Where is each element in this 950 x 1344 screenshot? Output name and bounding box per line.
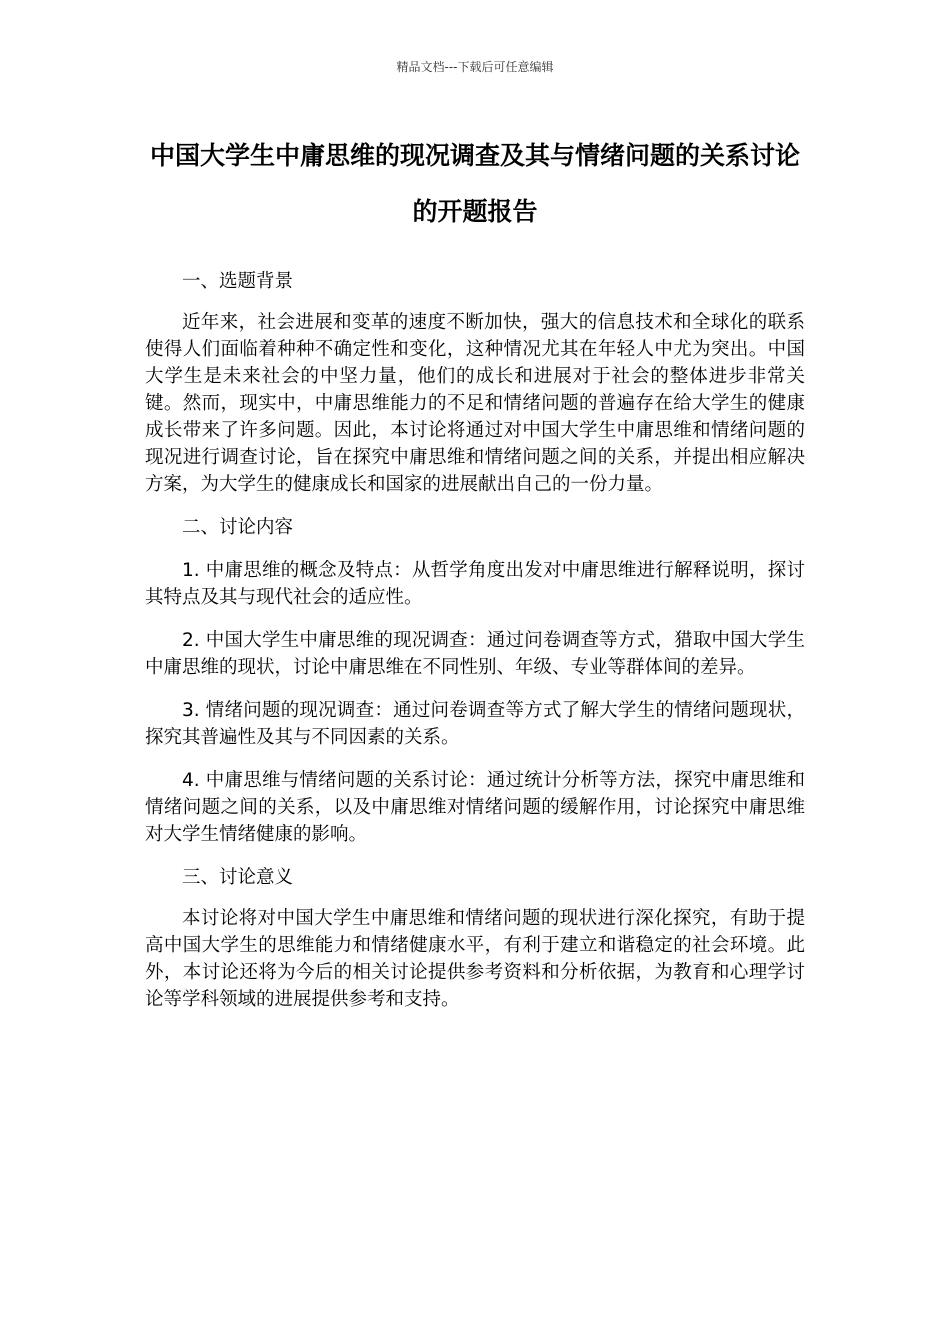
document-title: 中国大学生中庸思维的现况调查及其与情绪问题的关系讨论的开题报告: [149, 141, 800, 226]
paragraph-content-item-1: 1. 中庸思维的概念及特点：从哲学角度出发对中庸思维进行解释说明，探讨其特点及其与现代社会的适应性。: [145, 560, 805, 608]
paragraph-significance: 本讨论将对中国大学生中庸思维和情绪问题的现状进行深化探究，有助于提高中国大学生的思维能力和情绪健康水平，有利于建立和谐稳定的社会环境。此外，本讨论还将为今后的相关讨论提供参考资料和分析依据，为教育和心理学讨论等学科领域的进展提供参考和支持。: [145, 908, 805, 1010]
header-note: 精品文档---下载后可任意编辑: [396, 60, 554, 74]
paragraph-background: 近年来，社会进展和变革的速度不断加快，强大的信息技术和全球化的联系使得人们面临着种种不确定性和变化，这种情况尤其在年轻人中尤为突出。中国大学生是未来社会的中坚力量，他们的成长和进展对于社会的整体进步非常关键。然而，现实中，中庸思维能力的不足和情绪问题的普遍存在给大学生的健康成长带来了许多问题。因此，本讨论将通过对中国大学生中庸思维和情绪问题的现况进行调查讨论，旨在探究中庸思维和情绪问题之间的关系，并提出相应解决方案，为大学生的健康成长和国家的进展献出自己的一份力量。: [145, 312, 805, 495]
paragraph-content-item-3: 3. 情绪问题的现况调查：通过问卷调查等方式了解大学生的情绪问题现状，探究其普遍性及其与不同因素的关系。: [145, 700, 805, 748]
paragraph-content-item-2: 2. 中国大学生中庸思维的现况调查：通过问卷调查等方式，猎取中国大学生中庸思维的现状，讨论中庸思维在不同性别、年级、专业等群体间的差异。: [145, 630, 805, 678]
section-heading-significance: 三、讨论意义: [182, 867, 294, 888]
document-body: [145, 268, 805, 1013]
paragraph-content-item-4: 4. 中庸思维与情绪问题的关系讨论：通过统计分析等方法，探究中庸思维和情绪问题之间的关系，以及中庸思维对情绪问题的缓解作用，讨论探究中庸思维对大学生情绪健康的影响。: [145, 770, 805, 845]
section-heading-content: 二、讨论内容: [182, 517, 294, 538]
section-heading-background: 一、选题背景: [182, 271, 294, 292]
